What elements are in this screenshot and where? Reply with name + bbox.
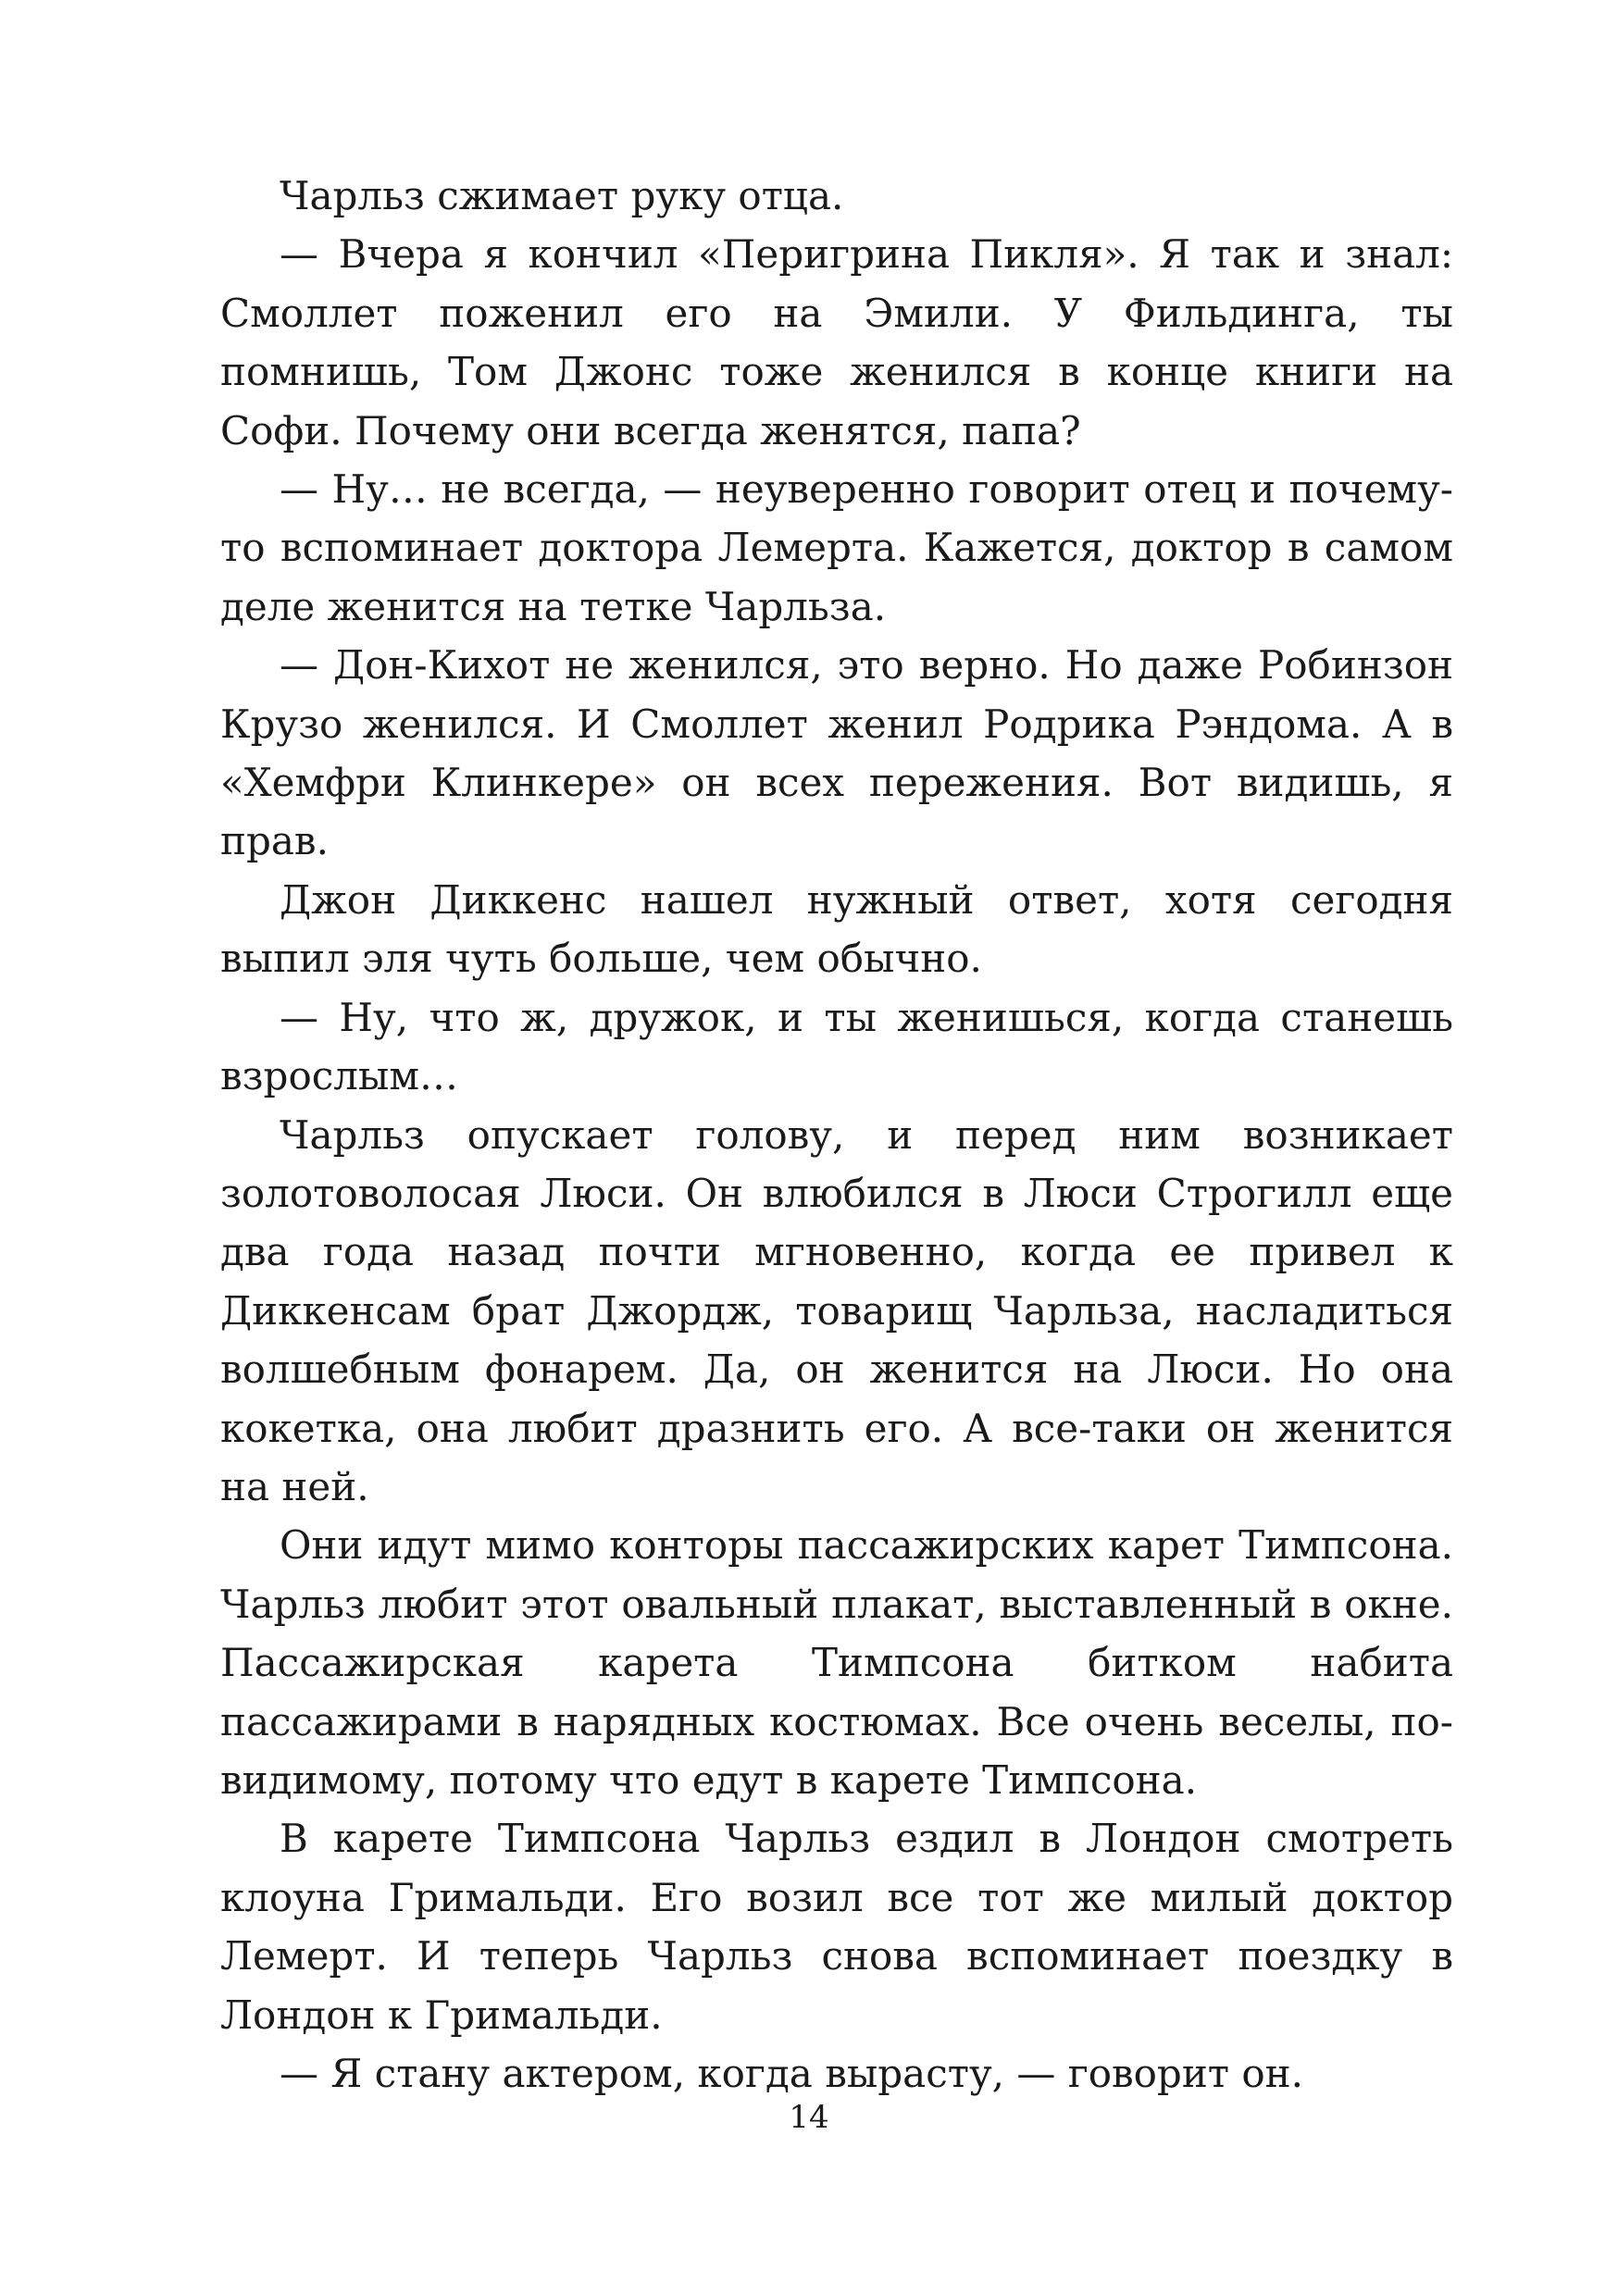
paragraph: — Я стану актером, когда вырасту, — говорит он. <box>280 2051 1304 2096</box>
page-number: 14 <box>789 2099 829 2136</box>
paragraph: — Ну, что ж, дружок, и ты женишься, когда станешь взрослым… <box>220 994 1453 1099</box>
paragraph: В карете Тимпсона Чарльз ездил в Лондон смотреть клоуна Гримальди. Его возил все тот же милый доктор Лемерт. И теперь Чарльз снова вспоминает поездку в Лондон к Гримальди. <box>220 1816 1453 2038</box>
paragraph: Чарльз опускает голову, и перед ним возникает золотоволосая Люси. Он влюбился в Люси Строгилл еще два года назад почти мгновенно, когда ее привел к Диккенсам брат Джордж, товарищ Чарльза, насладиться волшебным фонарем. Да, он женится на Люси. Но она кокетка, она любит дразнить его. А все-таки он женится на ней. <box>220 1111 1453 1509</box>
paragraph: Джон Диккенс нашел нужный ответ, хотя сегодня выпил эля чуть больше, чем обычно. <box>220 876 1453 982</box>
body-text <box>220 167 1453 2103</box>
paragraph: — Вчера я кончил «Перигрина Пикля». Я так и знал: Смоллет поженил его на Эмили. У Фильдинга, ты помнишь, Том Джонс тоже женился в конце книги на Софи. Почему они всегда женятся, папа? <box>220 231 1453 453</box>
paragraph: — Дон-Кихот не женился, это верно. Но даже Робинзон Крузо женился. И Смоллет женил Родрика Рэндома. А в «Хемфри Клинкере» он всех пережения. Вот видишь, я прав. <box>220 642 1453 864</box>
paragraph: — Ну… не всегда, — неуверенно говорит отец и почему-то вспоминает доктора Лемерта. Кажется, доктор в самом деле женится на тетке Чарльза. <box>220 466 1453 629</box>
paragraph: Они идут мимо конторы пассажирских карет Тимпсона. Чарльз любит этот овальный плакат, выставленный в окне. Пассажирская карета Тимпсона битком набита пассажирами в нарядных костюмах. Все очень веселы, по-видимому, потому что едут в карете Тимпсона. <box>220 1522 1453 1803</box>
paragraph: Чарльз сжимает руку отца. <box>280 173 844 218</box>
